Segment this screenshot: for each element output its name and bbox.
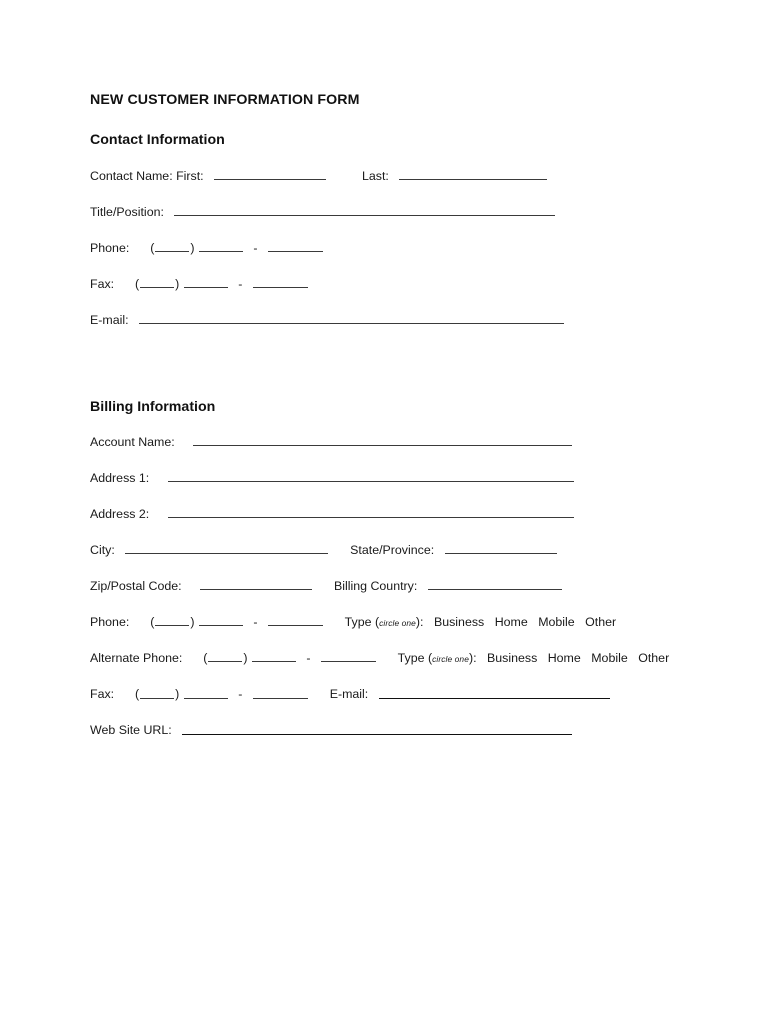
phone-open-paren: ( xyxy=(150,240,155,255)
title-position-input[interactable] xyxy=(174,205,555,216)
field-row-city-state xyxy=(90,543,690,558)
alternate-phone-type-label-end: ): xyxy=(468,651,477,666)
contact-name-first-label: Contact Name: First: xyxy=(90,168,204,183)
fax-close-paren: ) xyxy=(175,276,180,291)
section-spacer xyxy=(90,349,690,399)
billing-fax-dash: - xyxy=(238,687,243,702)
alternate-phone-close-paren: ) xyxy=(243,651,248,666)
alternate-phone-dash: - xyxy=(306,651,311,666)
field-row-alternate-phone xyxy=(90,651,690,666)
fax-open-paren: ( xyxy=(135,276,140,291)
alternate-phone-open-paren: ( xyxy=(203,651,208,666)
billing-fax-label: Fax: xyxy=(90,687,115,702)
billing-email-input[interactable] xyxy=(379,687,610,698)
billing-fax-area-code-input[interactable] xyxy=(140,687,174,698)
billing-phone-circle-one-hint: circle one xyxy=(379,618,416,629)
contact-phone-area-code-input[interactable] xyxy=(155,241,189,252)
field-row-contact-phone xyxy=(90,241,690,256)
billing-country-label: Billing Country: xyxy=(333,579,418,594)
contact-name-first-input[interactable] xyxy=(214,169,326,180)
field-row-address-1 xyxy=(90,471,690,486)
city-input[interactable] xyxy=(125,543,328,554)
billing-fax-open-paren: ( xyxy=(135,687,140,702)
field-row-billing-fax-email xyxy=(90,687,690,702)
field-row-zip-country xyxy=(90,579,690,594)
billing-phone-type-option-other[interactable]: Other xyxy=(585,615,617,630)
contact-email-input[interactable] xyxy=(139,313,564,324)
alternate-phone-type-option-business[interactable]: Business xyxy=(486,651,538,666)
contact-phone-label: Phone: xyxy=(90,240,130,255)
billing-phone-type-option-home[interactable]: Home xyxy=(494,615,528,630)
contact-name-last-input[interactable] xyxy=(399,169,547,180)
field-row-contact-fax xyxy=(90,277,690,292)
document-body xyxy=(90,92,690,738)
field-row-billing-phone xyxy=(90,615,690,630)
field-row-title-position xyxy=(90,205,690,220)
alternate-phone-line-input[interactable] xyxy=(321,651,376,662)
contact-fax-line-input[interactable] xyxy=(253,277,308,288)
title-position-label: Title/Position: xyxy=(90,204,164,219)
alternate-phone-prefix-input[interactable] xyxy=(252,651,296,662)
alternate-phone-type-option-mobile[interactable]: Mobile xyxy=(591,651,628,666)
address-1-input[interactable] xyxy=(168,471,574,482)
website-url-input[interactable] xyxy=(182,723,572,734)
page-title: NEW CUSTOMER INFORMATION FORM xyxy=(90,92,360,108)
contact-name-last-label: Last: xyxy=(361,168,389,183)
billing-phone-type-label-end: ): xyxy=(415,615,424,630)
address-2-input[interactable] xyxy=(168,507,574,518)
fax-dash: - xyxy=(238,276,243,291)
contact-fax-label: Fax: xyxy=(90,276,115,291)
zip-postal-code-input[interactable] xyxy=(200,579,312,590)
billing-phone-line-input[interactable] xyxy=(268,615,323,626)
account-name-input[interactable] xyxy=(193,435,572,446)
billing-phone-open-paren: ( xyxy=(150,615,155,630)
billing-phone-label: Phone: xyxy=(90,615,130,630)
billing-phone-type-option-mobile[interactable]: Mobile xyxy=(538,615,575,630)
billing-fax-prefix-input[interactable] xyxy=(184,687,228,698)
phone-dash: - xyxy=(253,240,258,255)
state-province-label: State/Province: xyxy=(350,543,435,558)
phone-close-paren: ) xyxy=(190,240,195,255)
field-row-account-name xyxy=(90,435,690,450)
billing-email-label: E-mail: xyxy=(329,687,369,702)
billing-phone-area-code-input[interactable] xyxy=(155,615,189,626)
alternate-phone-type-option-home[interactable]: Home xyxy=(547,651,581,666)
field-row-contact-email xyxy=(90,313,690,328)
alternate-phone-type-option-other[interactable]: Other xyxy=(638,651,670,666)
billing-phone-prefix-input[interactable] xyxy=(199,615,243,626)
section-heading-contact-information: Contact Information xyxy=(90,132,225,149)
billing-phone-type-label: Type ( xyxy=(344,615,380,630)
billing-phone-type-option-business[interactable]: Business xyxy=(433,615,485,630)
field-row-address-2 xyxy=(90,507,690,522)
account-name-label: Account Name: xyxy=(90,435,175,450)
billing-fax-close-paren: ) xyxy=(175,687,180,702)
field-row-contact-name xyxy=(90,169,690,184)
contact-email-label: E-mail: xyxy=(90,312,129,327)
contact-phone-prefix-input[interactable] xyxy=(199,241,243,252)
contact-phone-line-input[interactable] xyxy=(268,241,323,252)
alternate-phone-circle-one-hint: circle one xyxy=(432,654,469,665)
website-url-label: Web Site URL: xyxy=(90,723,172,738)
billing-phone-close-paren: ) xyxy=(190,615,195,630)
billing-phone-dash: - xyxy=(253,615,258,630)
alternate-phone-label: Alternate Phone: xyxy=(90,651,183,666)
contact-fax-prefix-input[interactable] xyxy=(184,277,228,288)
address-1-label: Address 1: xyxy=(90,471,150,486)
billing-fax-line-input[interactable] xyxy=(253,687,308,698)
section-heading-billing-information: Billing Information xyxy=(90,398,216,415)
state-province-input[interactable] xyxy=(445,543,557,554)
alternate-phone-type-label: Type ( xyxy=(397,651,433,666)
address-2-label: Address 2: xyxy=(90,507,150,522)
alternate-phone-area-code-input[interactable] xyxy=(208,651,242,662)
zip-postal-code-label: Zip/Postal Code: xyxy=(90,579,182,594)
field-row-website-url xyxy=(90,723,690,738)
contact-fax-area-code-input[interactable] xyxy=(140,277,174,288)
city-label: City: xyxy=(90,543,115,558)
billing-country-input[interactable] xyxy=(428,579,562,590)
